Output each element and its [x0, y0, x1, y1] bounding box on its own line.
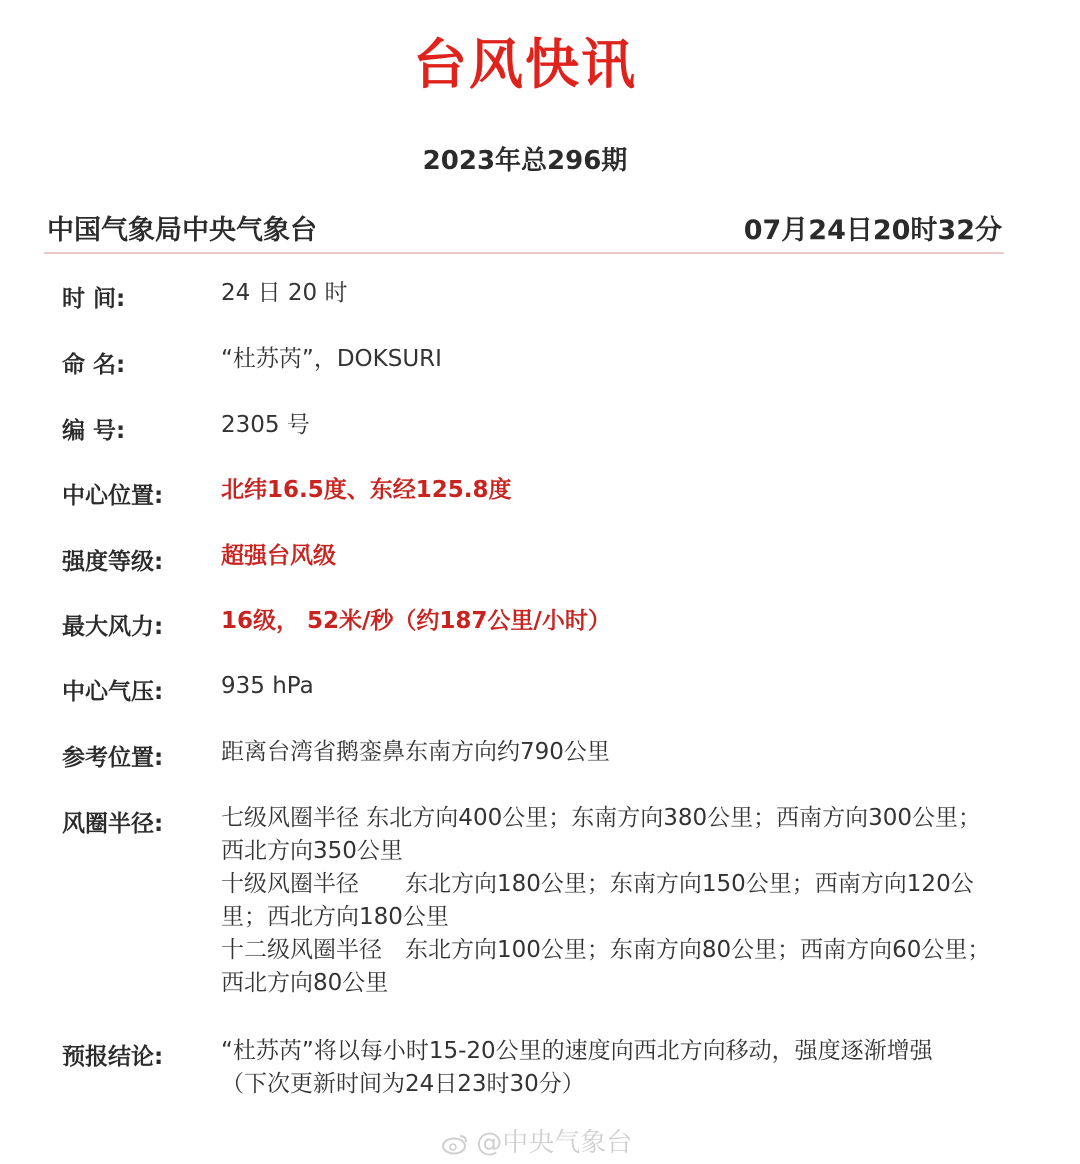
field-value: 距离台湾省鹅銮鼻东南方向约790公里	[221, 739, 610, 765]
field-label: 风圈半径:	[62, 811, 164, 837]
weibo-icon	[442, 1133, 468, 1155]
field-value: 24 日 20 时	[221, 280, 348, 306]
agency-name: 中国气象局中央气象台	[47, 215, 317, 246]
forecast-text: “杜苏芮”将以每小时15-20公里的速度向西北方向移动，强度逐渐增强	[221, 1038, 933, 1064]
field-label: 强度等级:	[62, 549, 164, 575]
field-value: 超强台风级	[221, 543, 336, 569]
field-label: 参考位置:	[62, 745, 164, 771]
field-value: 16级， 52米/秒（约187公里/小时）	[221, 608, 611, 634]
watermark-text: @中央气象台	[476, 1128, 633, 1158]
wind-radius-line: 十级风圈半径 东北方向180公里；东南方向150公里；西南方向120公里；西北方向180公里	[221, 871, 974, 930]
field-value: 935 hPa	[221, 673, 314, 699]
field-label: 编 号:	[62, 418, 126, 444]
header-divider	[44, 252, 1004, 254]
field-label: 预报结论:	[62, 1044, 164, 1070]
field-value	[221, 1035, 996, 1101]
watermark	[442, 1122, 632, 1159]
field-label: 最大风力:	[62, 614, 164, 640]
field-label: 中心位置:	[62, 483, 164, 509]
wind-radius-line: 十二级风圈半径 东北方向100公里；东南方向80公里；西南方向60公里；西北方向80公里	[221, 937, 991, 996]
field-label: 时 间:	[62, 286, 126, 312]
field-value: 北纬16.5度、东经125.8度	[221, 477, 512, 503]
page-title: 台风快讯	[413, 33, 637, 96]
field-label: 命 名:	[62, 352, 126, 378]
field-value: “杜苏芮”，DOKSURI	[221, 346, 442, 372]
issue-number: 2023年总296期	[422, 146, 628, 176]
publish-datetime: 07月24日20时32分	[743, 215, 1002, 246]
forecast-note: （下次更新时间为24日23时30分）	[221, 1071, 585, 1097]
wind-radius-line: 七级风圈半径 东北方向400公里；东南方向380公里；西南方向300公里；西北方向350公里	[221, 805, 982, 864]
field-value	[221, 802, 996, 1000]
field-label: 中心气压:	[62, 679, 164, 705]
field-value: 2305 号	[221, 412, 310, 438]
